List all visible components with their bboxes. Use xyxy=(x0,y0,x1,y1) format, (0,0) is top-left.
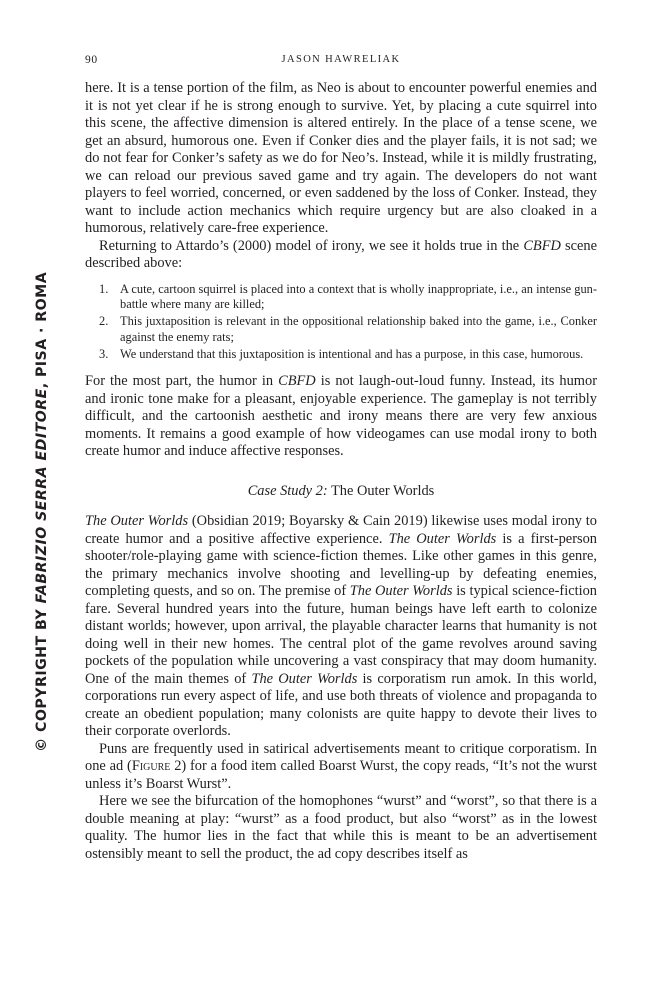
paragraph-5: Puns are frequently used in satirical advertisements meant to critique corporatism. In one ad (Figure 2) for a food item called Boarst Wurst, the copy reads, “It’s not the wurst unless it’s Boarst Wurst”. xyxy=(85,740,597,792)
running-head: JASON HAWRELIAK xyxy=(281,54,401,65)
paragraph-6: Here we see the bifurcation of the homophones “wurst” and “worst”, so that there is a double meaning at play: “wurst” as a food product, but also “worst” as in the lowest quality. The humor lies in the fact that while this is meant to be an advertisement ostensibly meant to sell the product, the ad copy describes itself as xyxy=(85,793,597,862)
irony-criteria-list xyxy=(85,282,597,363)
figure-reference: Figure 2 xyxy=(131,758,182,775)
page-number: 90 xyxy=(85,54,98,66)
paragraph-2: Returning to Attardo’s (2000) model of irony, we see it holds true in the CBFD scene described above: xyxy=(85,237,597,271)
copyright-sidebar xyxy=(34,272,50,752)
page-body xyxy=(85,80,597,863)
list-item: 3. We understand that this juxtaposition is intentional and has a purpose, in this case, humorous. xyxy=(99,346,584,361)
copyright-prefix: © COPYRIGHT BY xyxy=(34,603,50,752)
list-item: 1. A cute, cartoon squirrel is placed into a context that is wholly inappropriate, i.e., an intense gun-battle where many are killed; xyxy=(99,281,597,312)
paragraph-1: here. It is a tense portion of the film, as Neo is about to encounter powerful enemies and it is not yet clear if he is strong enough to survive. Yet, by placing a cute squirrel into this scene, the affective dimension is altered entirely. In the place of a tense scene, we get an absurd, humorous one. Even if Conker dies and the player fails, it is not sad; we do not fear for Conker’s safety as we do for Neo’s. Instead, while it is mildly frustrating, we can reload our previous saved game and try again. The developers do not want players to feel worried, concerned, or even saddened by the loss of Conker. Instead, they want to include action mechanics which require urgency but are also cloaked in a humorous, relatively care-free experience. xyxy=(85,80,597,236)
paragraph-3: For the most part, the humor in CBFD is not laugh-out-loud funny. Instead, its humor and ironic tone make for a pleasant, enjoyable experience. The gameplay is not terribly difficult, and the cartoonish aesthetic and irony means there are very few anxious moments. It remains a good example of how videogames can use modal irony to both create humor and induce affective responses. xyxy=(85,373,597,460)
publisher-location: , PISA · ROMA xyxy=(34,271,50,389)
section-heading xyxy=(85,483,597,501)
case-study-label: Case Study 2: xyxy=(247,482,328,499)
list-item: 2. This juxtaposition is relevant in the oppositional relationship baked into the game, i.e., Conker against the enemy rats; xyxy=(99,314,597,344)
publisher-name: FABRIZIO SERRA EDITORE xyxy=(34,388,50,604)
case-study-title: The Outer Worlds xyxy=(330,482,435,499)
page-header xyxy=(85,54,597,72)
paragraph-4: The Outer Worlds (Obsidian 2019; Boyarsky & Cain 2019) likewise uses modal irony to create humor and a positive affective experience. The Outer Worlds is a first-person shooter/role-playing game with science-fiction themes. Like other games in this genre, the primary mechanics involve shooting and levelling-up by defeating enemies, completing quests, and so on. The premise of The Outer Worlds is typical science-fiction fare. Several hundred years into the future, human beings have left earth to colonize distant worlds; however, upon arrival, the playable character learns that humanity is not doing well in their new homes. The central plot of the game revolves around saving pockets of the population while uncovering a vast conspiracy that may doom humanity. One of the main themes of The Outer Worlds is corporatism run amok. In this world, corporations run every aspect of life, and use both threats of violence and propaganda to create an obedient population; many colonists are quite happy to devote their lives to their corporate overlords. xyxy=(85,513,597,740)
